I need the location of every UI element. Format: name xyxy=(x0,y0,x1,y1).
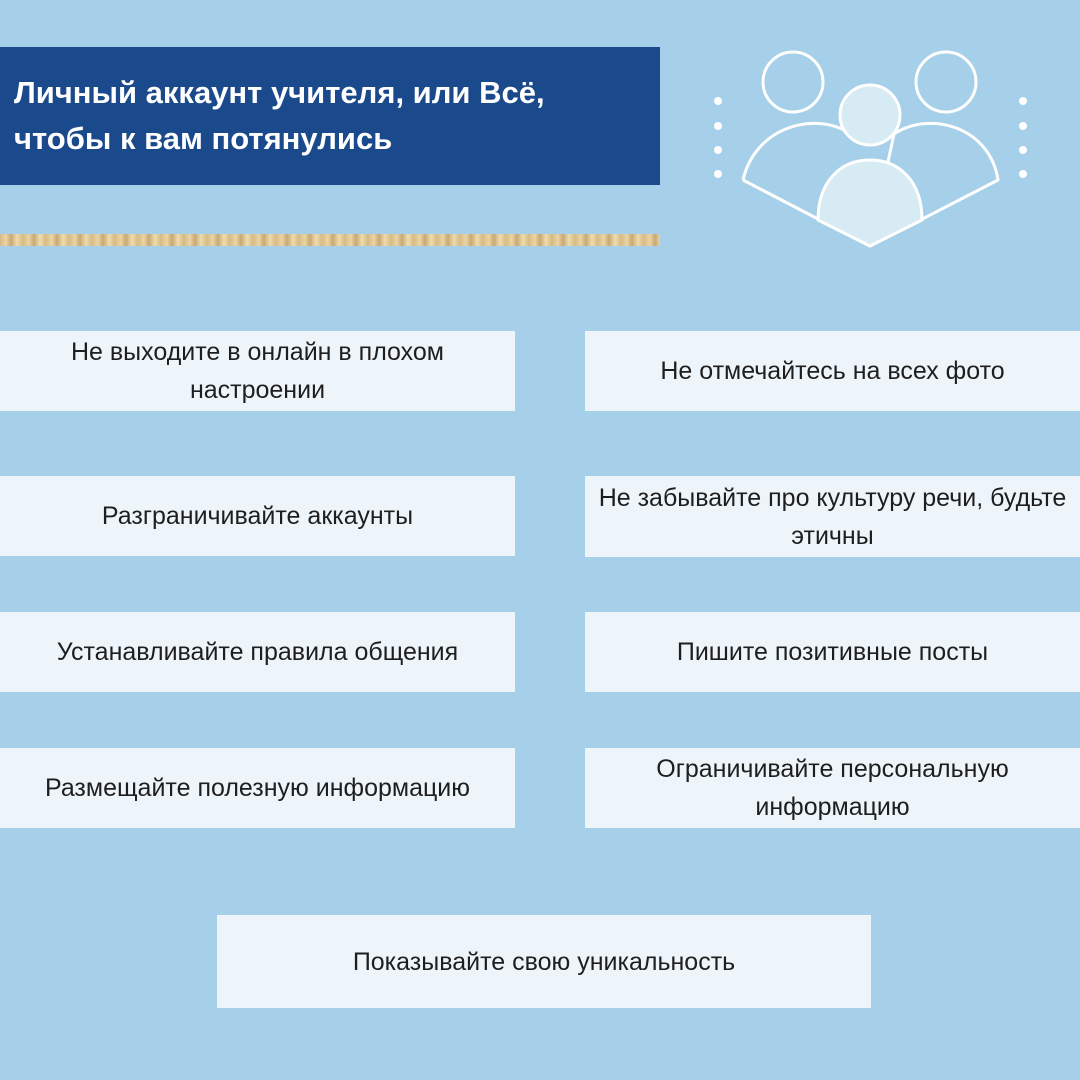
tip-text: Размещайте полезную информацию xyxy=(44,774,471,802)
tip-card xyxy=(0,331,515,411)
tip-text: Устанавливайте правила общения xyxy=(56,638,459,666)
dots-right-icon xyxy=(1019,97,1027,178)
decorative-divider xyxy=(0,234,660,246)
tip-text: Пишите позитивные посты xyxy=(676,638,989,666)
tip-text: Не забывайте про культуру речи, будьте этичны xyxy=(598,483,1067,550)
dots-left-icon xyxy=(714,97,722,178)
tip-card xyxy=(0,748,515,828)
people-group-icon xyxy=(705,42,1040,254)
tip-text: Не отмечайтесь на всех фото xyxy=(660,357,1005,385)
tip-card xyxy=(217,915,871,1008)
page-title: Личный аккаунт учителя, или Всё, чтобы к вам потянулись xyxy=(14,75,545,156)
tip-text: Ограничивайте персональную информацию xyxy=(656,755,1009,821)
tip-card xyxy=(585,476,1080,557)
tip-text: Показывайте свою уникальность xyxy=(352,947,736,976)
tip-text: Разграничивайте аккаунты xyxy=(101,502,414,530)
tip-card xyxy=(0,612,515,692)
tip-text: Не выходите в онлайн в плохом настроении xyxy=(70,338,444,404)
tip-card xyxy=(585,331,1080,411)
tip-card xyxy=(0,476,515,556)
title-banner xyxy=(0,47,660,185)
tip-card xyxy=(585,612,1080,692)
tip-card xyxy=(585,748,1080,828)
